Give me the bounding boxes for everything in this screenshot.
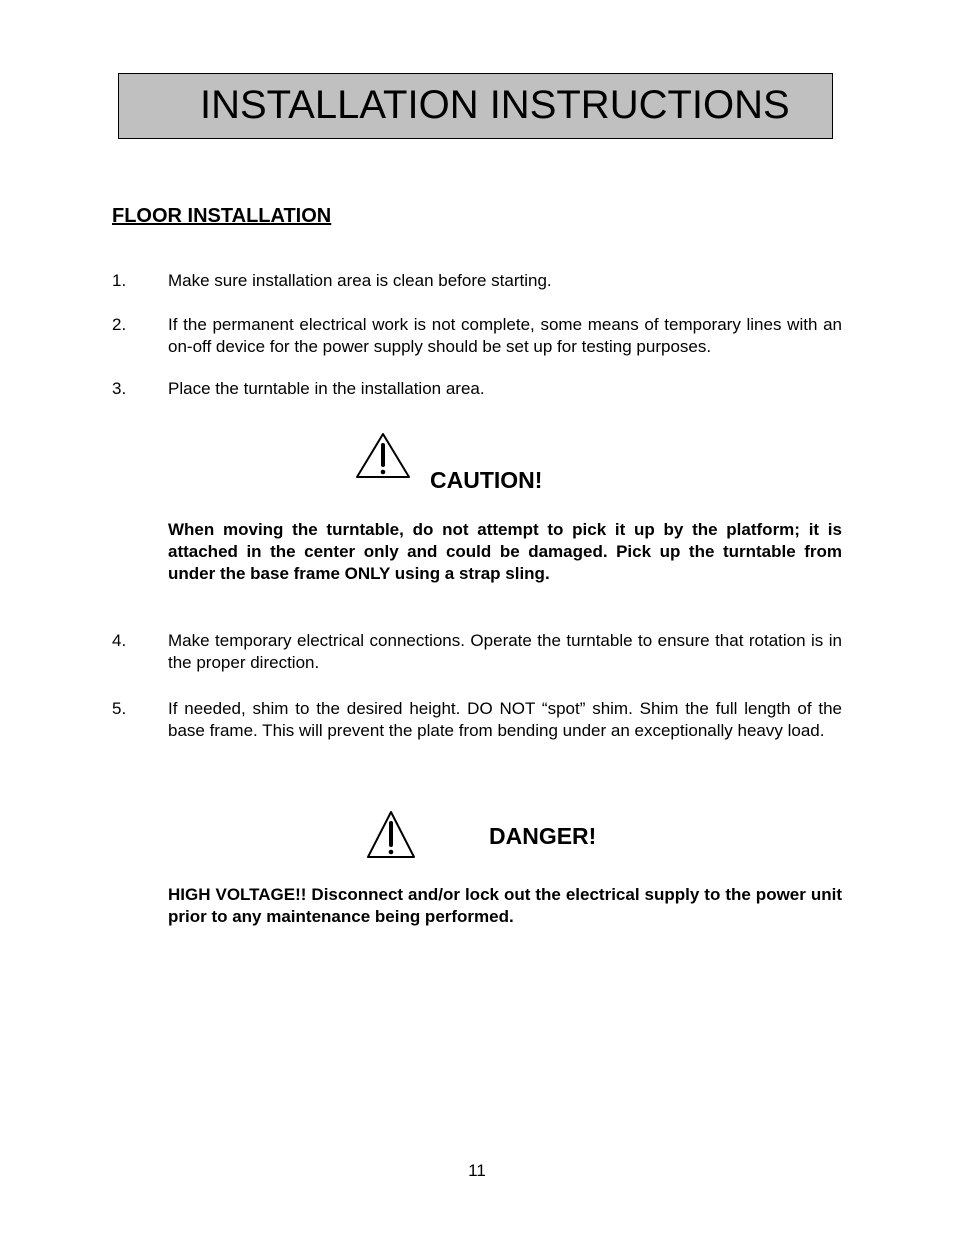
step-2 [112, 314, 842, 358]
caution-heading: CAUTION! [430, 467, 543, 493]
warning-triangle-icon [355, 432, 411, 480]
step-text: If the permanent electrical work is not complete, some means of temporary lines with an on-off device for the power supply should be set up for testing purposes. [168, 315, 842, 356]
step-3 [112, 378, 842, 400]
step-text: If needed, shim to the desired height. DO NOT “spot” shim. Shim the full length of the base frame. This will prevent the plate from bending under an exceptionally heavy load. [168, 699, 842, 740]
step-number: 1. [112, 271, 127, 290]
section-heading-floor-installation: FLOOR INSTALLATION [112, 205, 332, 227]
step-text: Place the turntable in the installation area. [168, 379, 485, 398]
page-number: 11 [468, 1161, 486, 1180]
step-1 [112, 270, 842, 292]
step-number: 3. [112, 379, 127, 398]
title-banner [118, 73, 833, 139]
step-number: 2. [112, 315, 127, 334]
step-4 [112, 630, 842, 674]
step-number: 4. [112, 631, 127, 650]
caution-text: When moving the turntable, do not attempt to pick it up by the platform; it is attached in the center only and could be damaged. Pick up the turntable from under the base frame ONLY using a strap sling. [168, 520, 842, 583]
step-number: 5. [112, 699, 127, 718]
step-text: Make sure installation area is clean before starting. [168, 271, 552, 290]
warning-triangle-icon [366, 810, 416, 860]
danger-heading: DANGER! [489, 823, 597, 849]
step-text: Make temporary electrical connections. Operate the turntable to ensure that rotation is in the proper direction. [168, 631, 842, 672]
danger-text: HIGH VOLTAGE!! Disconnect and/or lock out the electrical supply to the power unit prior to any maintenance being performed. [168, 885, 842, 926]
page-title: INSTALLATION INSTRUCTIONS [200, 83, 790, 127]
step-5 [112, 698, 842, 742]
